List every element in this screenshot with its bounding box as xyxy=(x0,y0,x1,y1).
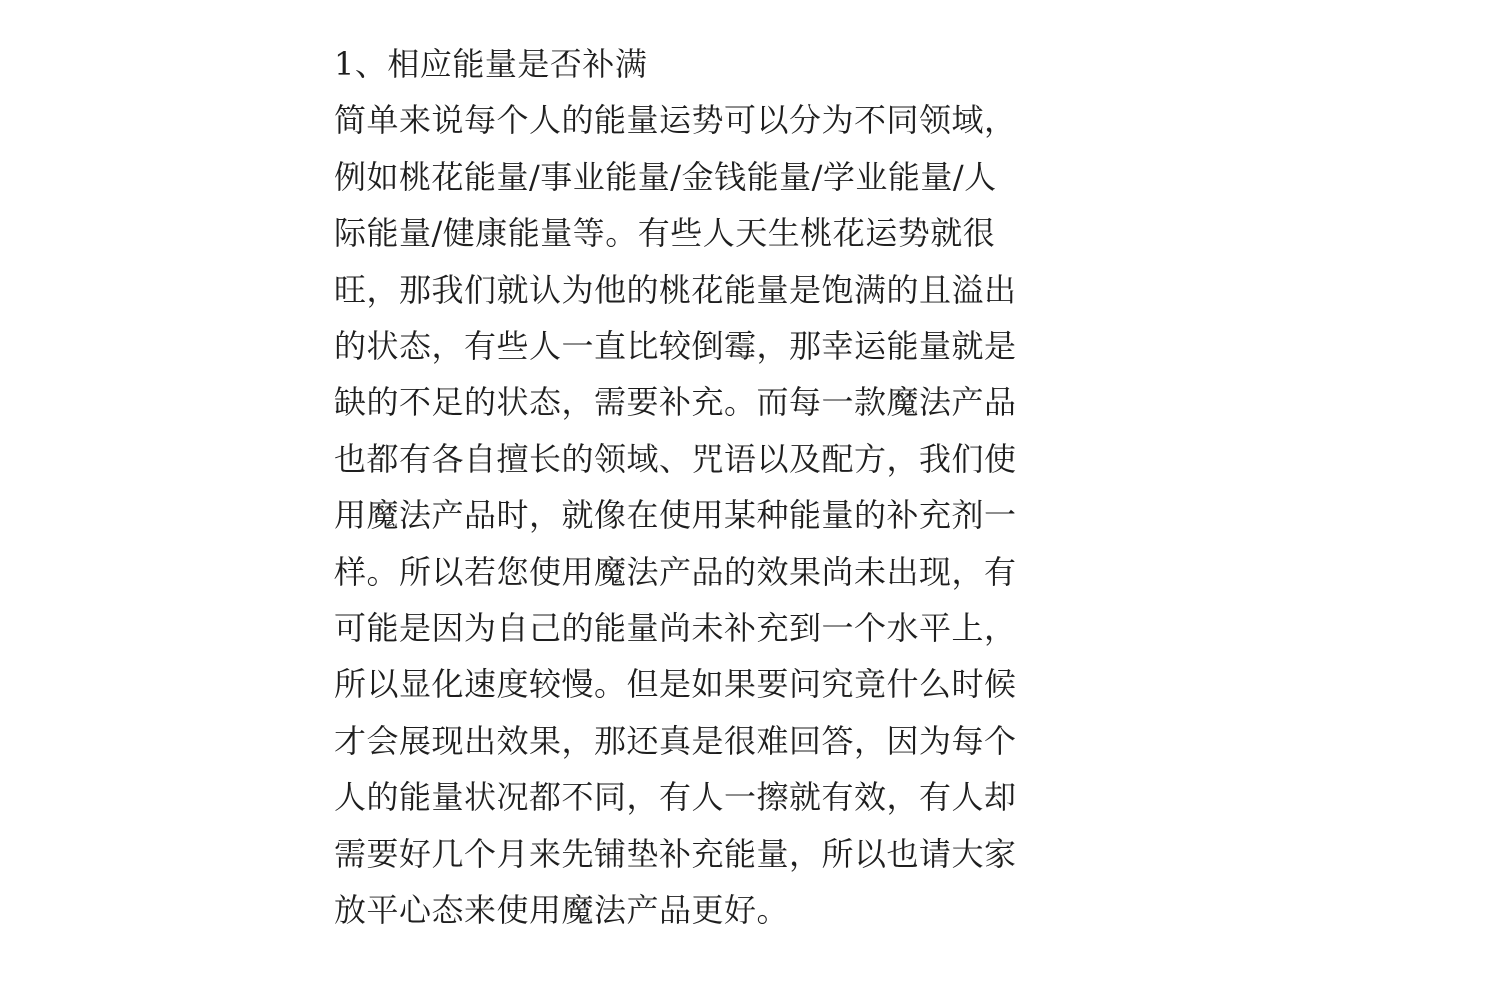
paragraph-line: 缺的不足的状态，需要补充。而每一款魔法产品 xyxy=(334,383,1017,422)
paragraph-line: 所以显化速度较慢。但是如果要问究竟什么时候 xyxy=(334,665,1017,704)
paragraph-line: 人的能量状况都不同，有人一擦就有效，有人却 xyxy=(334,778,1017,817)
section-heading: 1、相应能量是否补满 xyxy=(334,45,648,83)
paragraph-line: 际能量/健康能量等。有些人天生桃花运势就很 xyxy=(334,214,996,253)
paragraph-line: 放平心态来使用魔法产品更好。 xyxy=(334,891,790,930)
paragraph-line: 简单来说每个人的能量运势可以分为不同领域， xyxy=(334,101,1017,140)
paragraph-line: 的状态，有些人一直比较倒霉，那幸运能量就是 xyxy=(334,327,1017,366)
paragraph-line: 旺，那我们就认为他的桃花能量是饱满的且溢出 xyxy=(334,270,1017,309)
paragraph-line: 例如桃花能量/事业能量/金钱能量/学业能量/人 xyxy=(334,157,997,196)
paragraph-line: 可能是因为自己的能量尚未补充到一个水平上， xyxy=(334,609,1017,648)
document-text xyxy=(334,36,1134,939)
paragraph-line: 样。所以若您使用魔法产品的效果尚未出现，有 xyxy=(334,552,1017,591)
paragraph-line: 需要好几个月来先铺垫补充能量，所以也请大家 xyxy=(334,834,1017,873)
paragraph-line: 才会展现出效果，那还真是很难回答，因为每个 xyxy=(334,721,1017,760)
paragraph-line: 也都有各自擅长的领域、咒语以及配方，我们使 xyxy=(334,439,1017,478)
paragraph-line: 用魔法产品时，就像在使用某种能量的补充剂一 xyxy=(334,496,1017,535)
